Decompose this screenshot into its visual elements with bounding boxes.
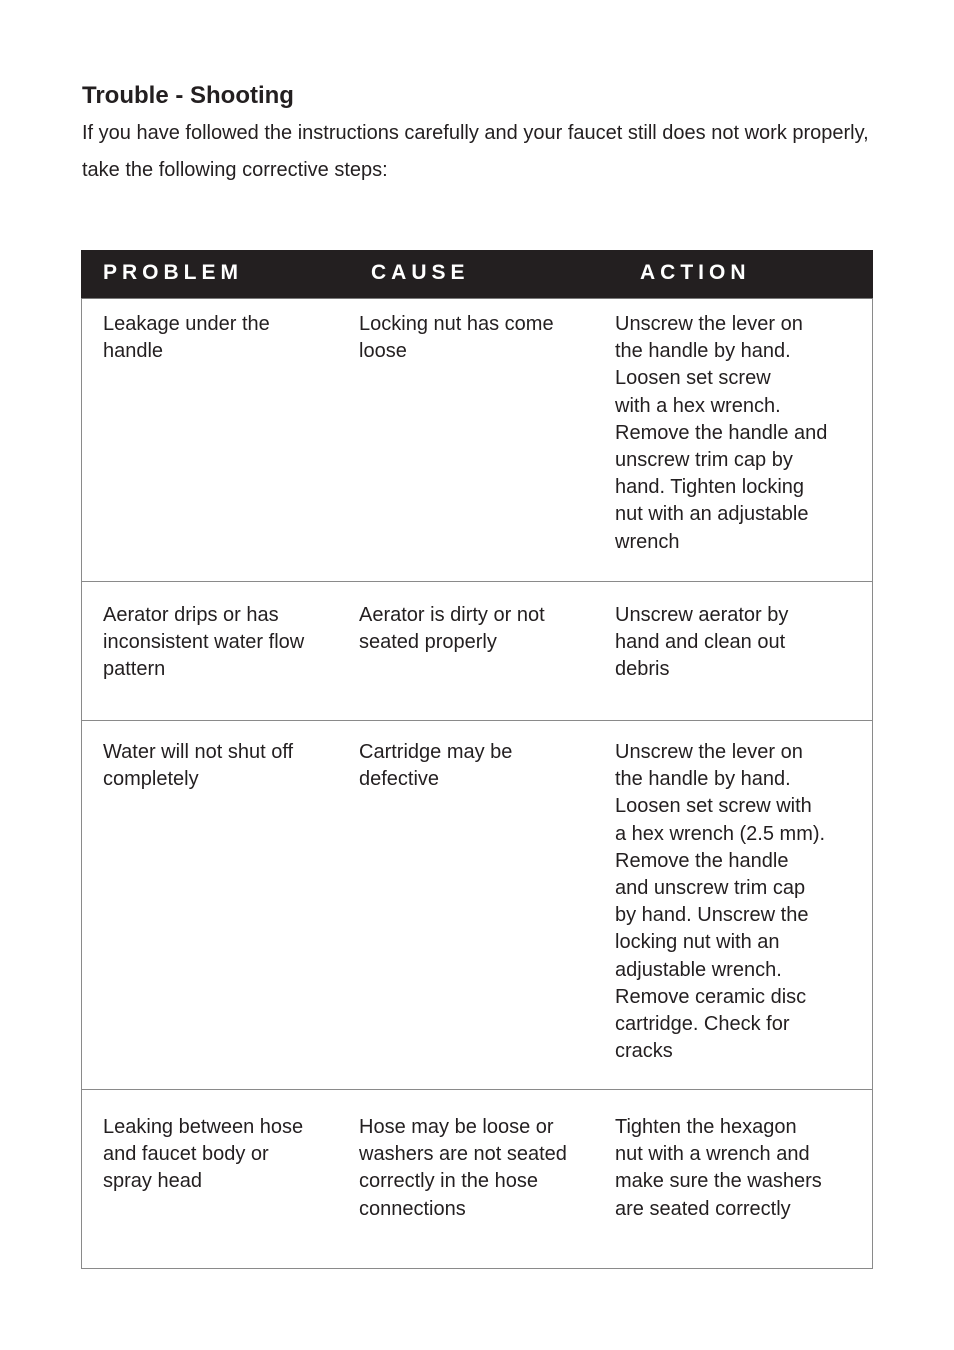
cause-cell: Aerator is dirty or not seated properly — [359, 604, 545, 654]
action-cell: Tighten the hexagon nut with a wrench and make sure the washers are seated correctly — [615, 1116, 822, 1220]
action-cell: Unscrew the lever on the handle by hand. Loosen set screw with a hex wrench. Remove the handle and unscrew trim cap by hand. Tighten locking nut with an adjustable wrench — [615, 313, 828, 553]
cause-cell: Locking nut has come loose — [359, 313, 554, 363]
problem-cell: Water will not shut off completely — [103, 741, 294, 791]
action-cell: Unscrew the lever on the handle by hand. Loosen set screw with a hex wrench (2.5 mm). Remove the handle and unscrew trim cap by hand. Unscrew the locking nut with an adjustable wrench. Remove ceramic disc cartridge. Check for cracks — [615, 741, 826, 1063]
cause-cell: Hose may be loose or washers are not seated correctly in the hose connections — [359, 1116, 567, 1220]
cause-cell: Cartridge may be defective — [359, 741, 513, 791]
problem-cell: Leakage under the handle — [103, 313, 270, 363]
table-row — [81, 299, 873, 582]
intro-paragraph: If you have followed the instructions carefully and your faucet still does not work properly, take the following corrective steps: — [82, 122, 869, 181]
table-row — [81, 1090, 873, 1269]
page-title: Trouble - Shooting — [82, 82, 294, 109]
troubleshooting-table — [81, 250, 873, 1269]
header-cause: CAUSE — [371, 261, 470, 284]
header-problem: PROBLEM — [103, 261, 243, 284]
problem-cell: Aerator drips or has inconsistent water flow pattern — [103, 604, 305, 681]
table-row — [81, 582, 873, 721]
table-header — [81, 250, 873, 299]
action-cell: Unscrew aerator by hand and clean out debris — [615, 604, 789, 681]
header-action: ACTION — [640, 261, 751, 284]
table-row — [81, 721, 873, 1090]
problem-cell: Leaking between hose and faucet body or spray head — [103, 1116, 304, 1193]
